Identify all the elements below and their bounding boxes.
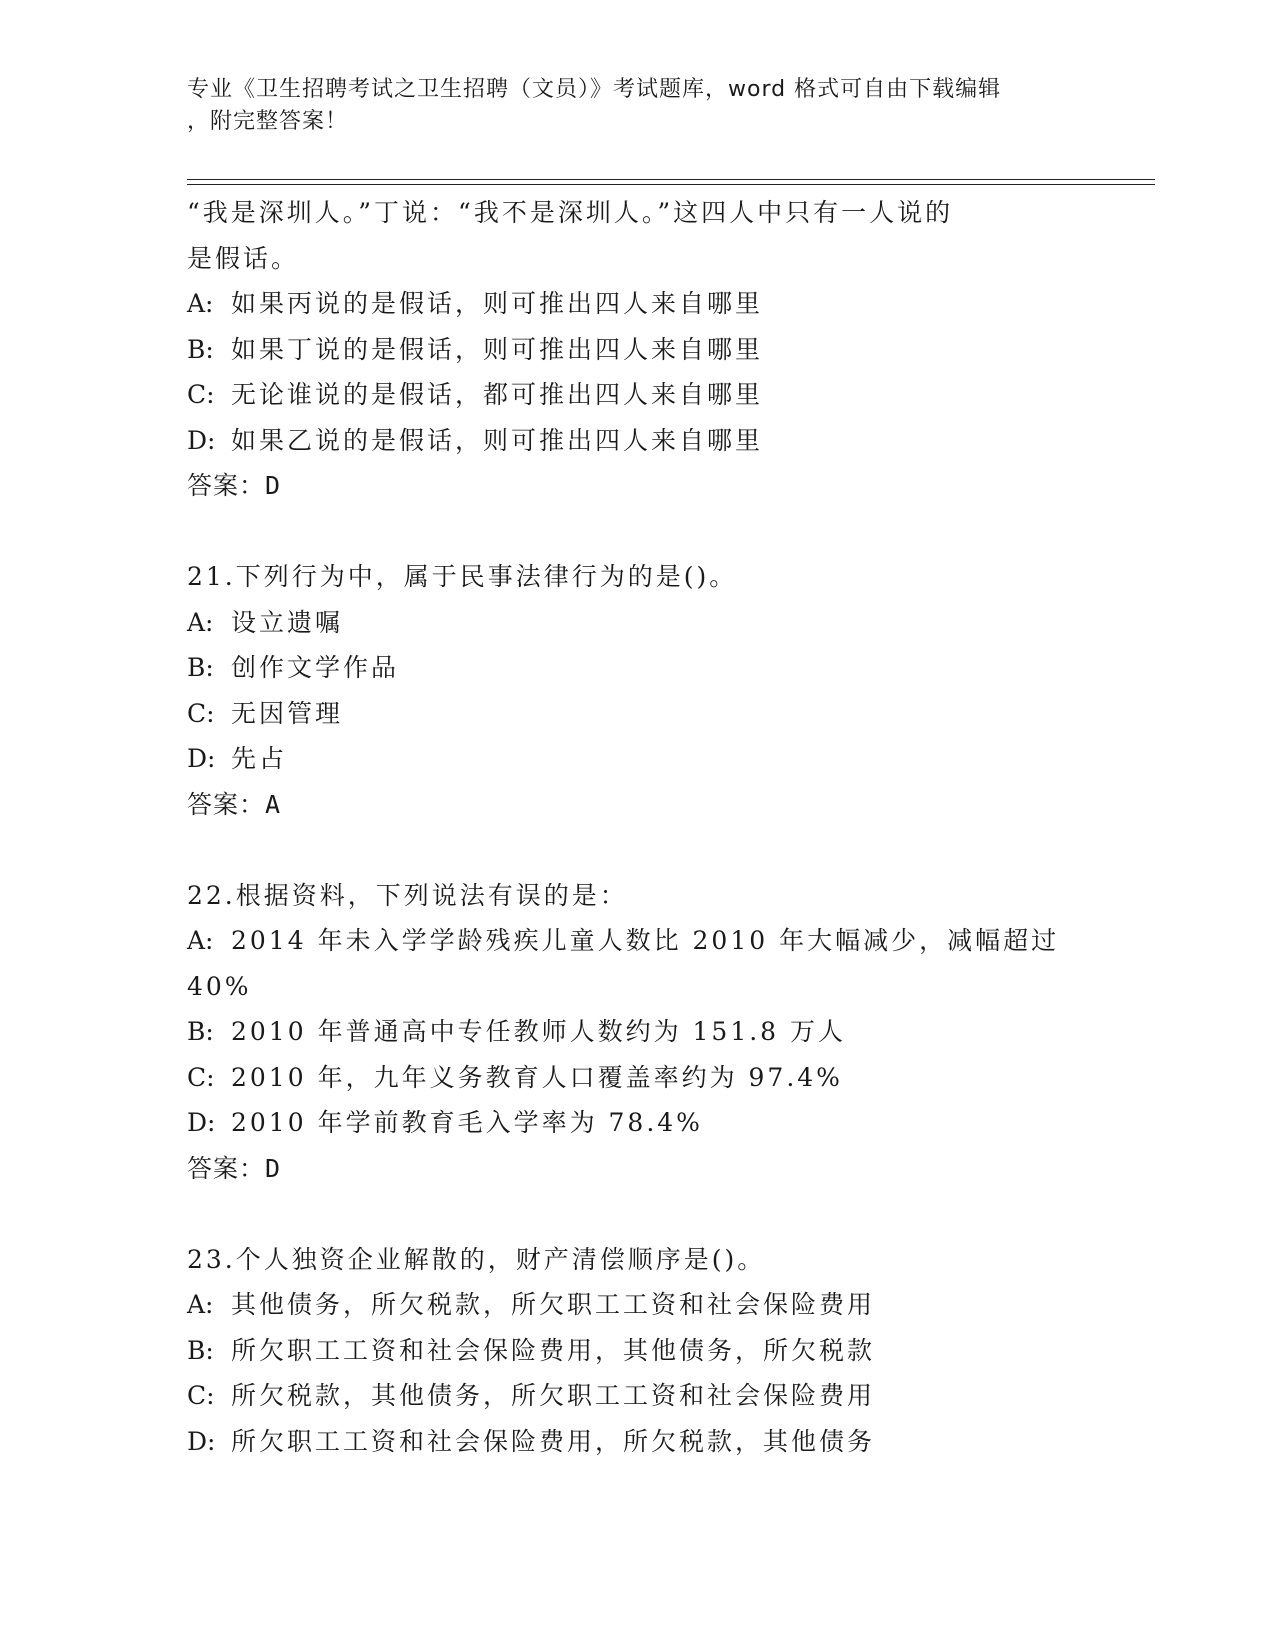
answer-label: 答案： — [187, 471, 266, 500]
option-text: 2010 年学前教育毛入学率为 78.4% — [231, 1108, 703, 1137]
option-text: 所欠税款，其他债务，所欠职工工资和社会保险费用 — [231, 1381, 876, 1410]
option-key: D: — [187, 1108, 216, 1137]
option-text: 如果乙说的是假话，则可推出四人来自哪里 — [231, 425, 764, 455]
answer-label: 答案： — [187, 1153, 266, 1183]
option-text: 所欠职工工资和社会保险费用，所欠税款，其他债务 — [231, 1426, 876, 1456]
header-rule-top — [187, 179, 1155, 180]
question-stem: 22.根据资料，下列说法有误的是： — [187, 880, 628, 910]
question-22 — [187, 873, 1067, 1192]
option-key: B: — [187, 1335, 214, 1365]
option-text: 如果丁说的是假话，则可推出四人来自哪里 — [231, 334, 764, 364]
question-list — [187, 190, 1067, 1464]
question-20-continued — [187, 190, 1067, 509]
option-key: A: — [187, 926, 214, 955]
question-21 — [187, 554, 1067, 827]
option-text: 2010 年普通高中专任教师人数约为 151.8 万人 — [231, 1017, 847, 1046]
option-c — [187, 1373, 1067, 1419]
option-key: A: — [187, 289, 214, 318]
option-c — [187, 1055, 1067, 1101]
option-c — [187, 372, 1067, 418]
header-rule-bottom — [187, 184, 1155, 185]
option-c — [187, 691, 1067, 737]
option-text: 设立遗嘱 — [231, 607, 344, 637]
option-text: 2010 年，九年义务教育人口覆盖率约为 97.4% — [231, 1062, 843, 1092]
option-text: 无因管理 — [231, 698, 344, 728]
option-key: D: — [187, 744, 216, 773]
option-key: C: — [187, 698, 215, 728]
option-d — [187, 736, 1067, 782]
question-stem-line: 是假话。 — [187, 243, 300, 273]
spacer — [187, 1191, 1067, 1237]
option-text: 其他债务，所欠税款，所欠职工工资和社会保险费用 — [231, 1290, 876, 1319]
option-text: 无论谁说的是假话，都可推出四人来自哪里 — [231, 380, 764, 409]
answer-label: 答案： — [187, 789, 266, 819]
option-text: 创作文学作品 — [231, 653, 400, 682]
answer-line — [187, 1146, 1067, 1192]
document-header — [187, 74, 1067, 138]
option-a-continued: 40% — [187, 971, 252, 1001]
option-b — [187, 327, 1067, 373]
option-a — [187, 918, 1067, 964]
option-b — [187, 1009, 1067, 1055]
option-a — [187, 600, 1067, 646]
option-key: B: — [187, 1017, 214, 1046]
option-d — [187, 1100, 1067, 1146]
answer-value: D — [265, 471, 282, 500]
option-key: B: — [187, 653, 214, 682]
spacer — [187, 509, 1067, 555]
option-a — [187, 281, 1067, 327]
option-key: C: — [187, 1381, 215, 1410]
option-b — [187, 645, 1067, 691]
option-d — [187, 1419, 1067, 1465]
option-key: D: — [187, 425, 216, 455]
answer-line — [187, 782, 1067, 828]
question-23 — [187, 1237, 1067, 1465]
option-key: D: — [187, 1426, 216, 1456]
question-stem: 21.下列行为中，属于民事法律行为的是()。 — [187, 562, 738, 591]
header-line-1: 专业《卫生招聘考试之卫生招聘（文员）》考试题库，word 格式可自由下载编辑 — [187, 77, 1002, 102]
option-key: B: — [187, 334, 214, 364]
option-text: 如果丙说的是假话，则可推出四人来自哪里 — [231, 289, 764, 318]
answer-value: D — [265, 1153, 282, 1183]
answer-line — [187, 463, 1067, 509]
spacer — [187, 827, 1067, 873]
question-stem: 23.个人独资企业解散的，财产清偿顺序是()。 — [187, 1244, 766, 1274]
option-key: A: — [187, 607, 214, 637]
option-a — [187, 1282, 1067, 1328]
option-text: 2014 年未入学学龄残疾儿童人数比 2010 年大幅减少，减幅超过 — [231, 926, 1060, 955]
option-d — [187, 418, 1067, 464]
answer-value: A — [265, 789, 282, 819]
option-key: C: — [187, 1062, 215, 1092]
option-text: 所欠职工工资和社会保险费用，其他债务，所欠税款 — [231, 1335, 876, 1365]
option-b — [187, 1328, 1067, 1374]
option-key: A: — [187, 1290, 214, 1319]
header-line-2: ，附完整答案！ — [187, 109, 349, 134]
option-key: C: — [187, 380, 215, 409]
option-text: 先占 — [231, 744, 288, 773]
question-stem-line: “我是深圳人。”丁说：“我不是深圳人。”这四人中只有一人说的 — [187, 198, 954, 227]
